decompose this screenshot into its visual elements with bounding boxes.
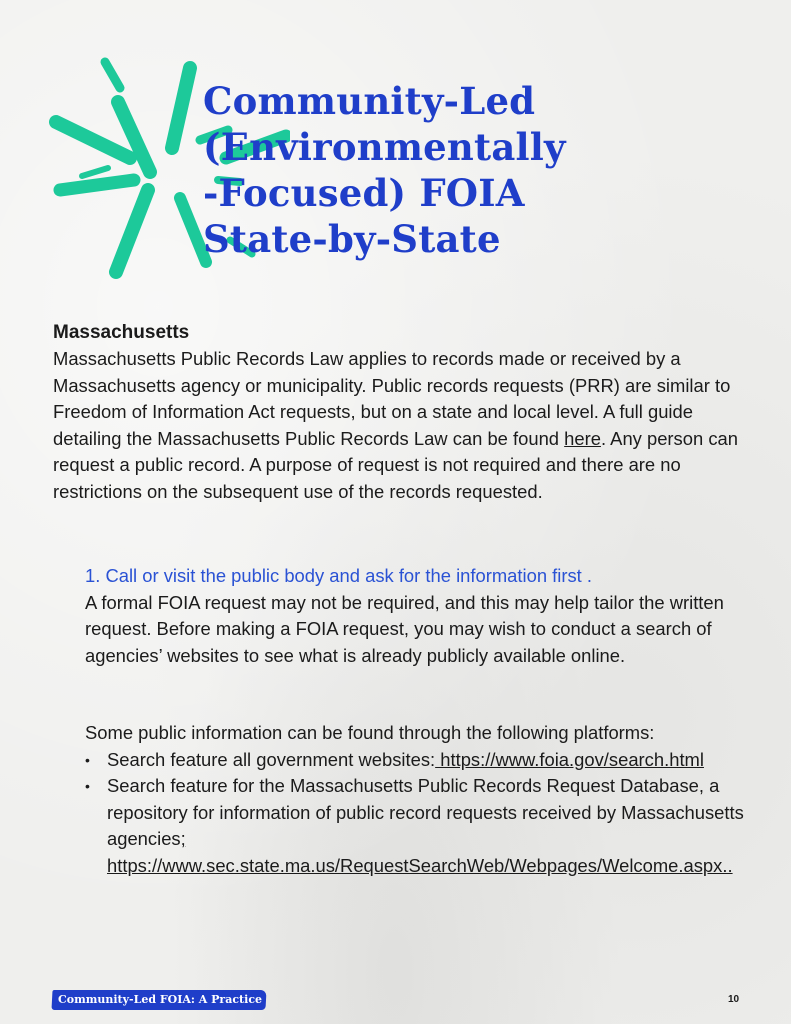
list-item	[85, 747, 745, 774]
paragraph-text-before-link: Massachusetts Public Records Law applies to records made or received by a Massachusetts agency or municipality. Public records requests (PRR) are similar to Freedom of Information Act requests, but on a state and local level. A full guide detailing the Massachusetts Public Records Law can be found	[53, 348, 731, 449]
title-line-2: (Environmentally	[203, 125, 566, 169]
section-heading: Massachusetts	[53, 322, 190, 343]
guide-link[interactable]: here	[564, 427, 601, 449]
list-item	[85, 773, 745, 879]
list-item-text: Search feature for the Massachusetts Public Records Request Database, a repository for information of public record requests received by Massachusetts agencies	[107, 775, 744, 849]
title-line-1: Community-Led	[203, 79, 536, 123]
title-line-3: -Focused) FOIA	[203, 171, 525, 215]
massachusetts-section	[53, 320, 743, 505]
platforms-intro: Some public information can be found through the following platforms:	[85, 722, 655, 743]
step-1	[85, 563, 745, 669]
page-title	[203, 78, 643, 262]
step-body: A formal FOIA request may not be required, and this may help tailor the written request. Before making a FOIA request, you may wish to conduct a search of agencies’ websites to see what is already publicly available online.	[85, 591, 724, 666]
list-item-text: Search feature all government websites:	[107, 748, 436, 770]
step-heading: 1. Call or visit the public body and ask for the information first .	[85, 565, 592, 586]
platforms-list	[85, 747, 745, 880]
section-paragraph	[53, 346, 743, 505]
platforms-section	[85, 720, 745, 879]
foia-gov-link[interactable]: https://www.foia.gov/search.html	[435, 748, 704, 770]
paragraph-text-after-link: . Any person can request a public record. A purpose of request is not required and there are no restrictions on the subsequent use of the records requested.	[53, 427, 738, 502]
footer-label: Community-Led FOIA: A Practice	[58, 993, 263, 1006]
page-number: 10	[728, 994, 740, 1005]
ma-records-link[interactable]: ; https://www.sec.state.ma.us/RequestSearchWeb/Webpages/Welcome.aspx..	[107, 828, 733, 876]
title-line-4: State-by-State	[203, 217, 501, 261]
